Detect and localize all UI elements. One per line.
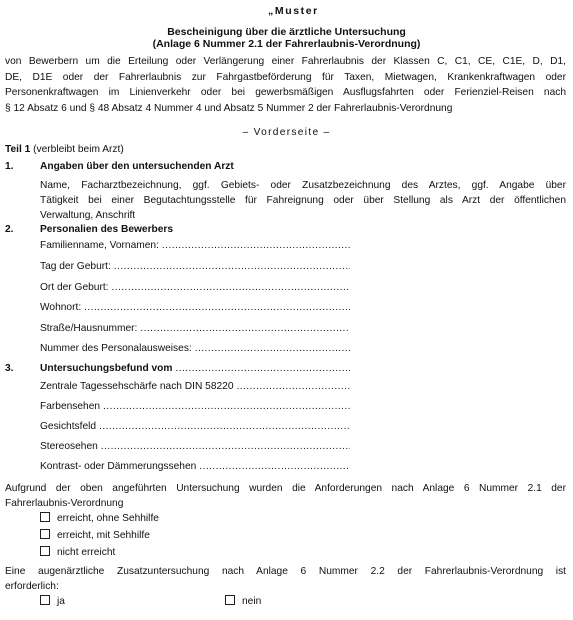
option-label: erreicht, mit Sehhilfe <box>57 530 150 541</box>
extra-line: Eine augenärztliche Zusatzuntersuchung nach Anlage 6 Nummer 2.2 der Fahrerlaubnis-Verordnung ist <box>5 566 566 577</box>
checkbox[interactable] <box>40 546 50 556</box>
checkbox[interactable] <box>225 595 235 605</box>
dotted-entry-line[interactable] <box>103 401 350 412</box>
dotted-entry-line[interactable] <box>112 282 350 293</box>
intro-line: DE, D1E oder der Fahrerlaubnis zur Fahrgastbeförderung für Taxen, Mietwagen, Krankenkraftwagen oder <box>5 71 566 83</box>
dotted-entry-line[interactable] <box>114 261 350 272</box>
field-label: Farbensehen <box>40 401 101 412</box>
field-farbensehen[interactable] <box>40 401 350 412</box>
extra-line: erforderlich: <box>5 581 59 593</box>
section2-title: Personalien des Bewerbers <box>40 224 174 235</box>
dotted-entry-line[interactable] <box>199 461 350 472</box>
section1-title: Angaben über den untersuchenden Arzt <box>40 161 234 172</box>
field-ort-der-geburt[interactable] <box>40 282 350 293</box>
option-label: erreicht, ohne Sehhilfe <box>57 513 159 524</box>
teil-heading <box>5 144 124 155</box>
section1-line: Verwaltung, Anschrift <box>40 210 136 222</box>
dotted-entry-line[interactable] <box>195 343 350 354</box>
field-label: Familienname, Vornamen: <box>40 240 159 251</box>
option-mit-sehhilfe[interactable] <box>40 529 150 541</box>
field-gesichtsfeld[interactable] <box>40 421 350 432</box>
field-label: Ort der Geburt: <box>40 282 109 293</box>
intro-line: von Bewerbern um die Erteilung oder Verlängerung einer Fahrerlaubnis der Klassen C, C1, CE, C1E, D, D1, <box>5 56 566 67</box>
dotted-entry-line[interactable] <box>140 323 350 334</box>
field-label: Tag der Geburt: <box>40 261 111 272</box>
muster-heading: „Muster <box>268 5 319 17</box>
section1-line: Tätigkeit bei einer Begutachtungsstelle für Fahreignung oder über Stellung als Arzt der öffentlichen <box>40 195 566 207</box>
field-familienname[interactable] <box>40 240 350 251</box>
option-nein[interactable] <box>225 595 261 607</box>
option-nicht-erreicht[interactable] <box>40 546 115 558</box>
result-line: Fahrerlaubnis-Verordnung <box>5 498 124 510</box>
option-label: ja <box>57 596 65 607</box>
option-label: nein <box>242 596 262 607</box>
dotted-entry-line[interactable] <box>162 240 350 251</box>
intro-paragraph <box>5 54 566 116</box>
vorderseite-label: – Vorderseite – <box>242 127 331 138</box>
dotted-entry-line[interactable] <box>99 421 350 432</box>
field-tagessehschaerfe[interactable] <box>40 381 350 392</box>
option-ja[interactable] <box>40 595 65 607</box>
teil-label: Teil 1 <box>5 144 31 155</box>
field-strasse-hausnummer[interactable] <box>40 323 350 334</box>
field-untersuchungsbefund-datum[interactable] <box>40 363 350 374</box>
intro-line: Personenkraftwagen im Linienverkehr oder bei gewerbsmäßigen Ausflugsfahrten oder Ferienziel-Reisen nach <box>5 87 566 99</box>
section3-number: 3. <box>5 363 14 374</box>
field-label: Kontrast- oder Dämmerungssehen <box>40 461 197 472</box>
field-label: Zentrale Tagessehschärfe nach DIN 58220 <box>40 381 234 392</box>
option-ohne-sehhilfe[interactable] <box>40 512 159 524</box>
field-label: Nummer des Personalausweises: <box>40 343 192 354</box>
checkbox[interactable] <box>40 512 50 522</box>
teil-note: (verbleibt beim Arzt) <box>33 144 124 155</box>
field-label: Straße/Hausnummer: <box>40 323 138 334</box>
result-paragraph <box>5 481 566 511</box>
dotted-entry-line[interactable] <box>237 381 351 392</box>
field-personalausweis[interactable] <box>40 343 350 354</box>
dotted-entry-line[interactable] <box>175 363 350 374</box>
dotted-entry-line[interactable] <box>84 302 350 313</box>
section1-line: Name, Facharztbezeichnung, ggf. Gebiets- oder Zusatzbezeichnung des Arztes, ggf. Angabe über <box>40 180 566 191</box>
document-subtitle: (Anlage 6 Nummer 2.1 der Fahrerlaubnis-Verordnung) <box>152 38 421 50</box>
document-title: Bescheinigung über die ärztliche Untersuchung <box>167 26 406 38</box>
checkbox[interactable] <box>40 529 50 539</box>
extra-paragraph <box>5 564 566 594</box>
checkbox[interactable] <box>40 595 50 605</box>
result-line: Aufgrund der oben angeführten Untersuchung wurden die Anforderungen nach Anlage 6 Nummer 2.1 der <box>5 483 566 494</box>
field-stereosehen[interactable] <box>40 441 350 452</box>
field-kontrastsehen[interactable] <box>40 461 350 472</box>
intro-line: § 12 Absatz 6 und § 48 Absatz 4 Nummer 4 und Absatz 5 Nummer 2 der Fahrerlaubnis-Verordnung <box>5 102 453 114</box>
field-label: Stereosehen <box>40 441 98 452</box>
field-tag-der-geburt[interactable] <box>40 261 350 272</box>
field-label: Gesichtsfeld <box>40 421 97 432</box>
field-wohnort[interactable] <box>40 302 350 313</box>
section1-description <box>40 178 566 224</box>
dotted-entry-line[interactable] <box>101 441 350 452</box>
option-label: nicht erreicht <box>57 547 116 558</box>
field-label: Wohnort: <box>40 302 82 313</box>
section2-number: 2. <box>5 224 14 235</box>
section3-title: Untersuchungsbefund vom <box>40 363 173 374</box>
section1-number: 1. <box>5 161 14 172</box>
